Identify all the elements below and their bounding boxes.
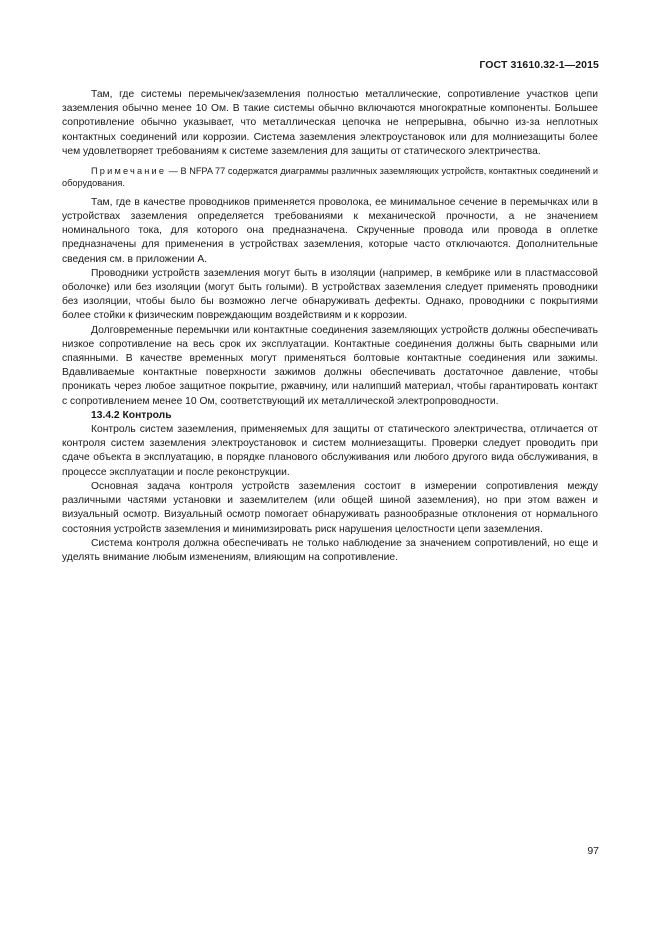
paragraph-wire-section: Там, где в качестве проводников применяется проволока, ее минимальное сечение в перемычках или в устройствах заземления определяется требованиями к механической прочности, а не значением номинального тока, для которого она предназначена. Скрученные провода или провода в оплетке предназначены для применения в устройствах заземления, которые часто отключаются. Дополнительные сведения см. в приложении А. — [62, 196, 598, 265]
paragraph-monitoring: Система контроля должна обеспечивать не только наблюдение за значением сопротивлений, но еще и уделять внимание любым изменениям, влияющим на сопротивление. — [62, 537, 598, 563]
note-label: Примечание — [91, 166, 167, 177]
section-heading: 13.4.2 Контроль — [91, 409, 172, 421]
document-body — [62, 88, 598, 565]
note — [62, 165, 598, 190]
document-standard-header: ГОСТ 31610.32-1—2015 — [479, 59, 599, 71]
note-text: — В NFPA 77 содержатся диаграммы различных заземляющих устройств, контактных соединений и оборудования. — [62, 166, 598, 189]
paragraph-conductor-insulation: Проводники устройств заземления могут быть в изоляции (например, в кембрике или в пластмассовой оболочке) или без изоляции (могут быть голыми). В устройствах заземления следует применять проводники без изоляции, чтобы было бы возможно легче обнаруживать дефекты. Однако, проводники с покрытиями более стойки к физическим повреждающим воздействиям и к коррозии. — [62, 267, 598, 322]
paragraph-inspection-task: Основная задача контроля устройств заземления состоит в измерении сопротивления между различными частями установки и заземлителем (или общей шиной заземления), но при этом важен и визуальный осмотр. Визуальный осмотр помогает обнаруживать разнообразные отклонения от нормального состояния устройств заземления и минимизировать риск нарушения целостности цепи заземления. — [62, 480, 598, 535]
page-number: 97 — [587, 845, 599, 857]
paragraph-permanent-bonds: Долговременные перемычки или контактные соединения заземляющих устройств должны обеспечивать низкое сопротивление на весь срок их эксплуатации. Контактные соединения должны быть сварными или спаянными. В качестве временных могут применяться болтовые контактные соединения или зажимы. Вдавливаемые контактные поверхности зажимов должны обеспечивать достаточное давление, чтобы проникать через любое защитное покрытие, ржавчину, или налипший материал, чтобы гарантировать контакт с сопротивлением менее 10 Ом, соответствующий их металлической электропроводности. — [62, 324, 598, 407]
paragraph-bonding-metallic: Там, где системы перемычек/заземления полностью металлические, сопротивление участков цепи заземления обычно менее 10 Ом. В такие системы обычно включаются многократные компоненты. Большее сопротивление обычно указывает, что металлическая цепочка не непрерывна, обычно из-за неплотных контактных соединений или коррозии. Система заземления электроустановок или для молниезащиты более чем удовлетворяет требованиям к системе заземления для защиты от статического электричества. — [62, 89, 598, 157]
paragraph-inspection: Контроль систем заземления, применяемых для защиты от статического электричества, отличается от контроля систем заземления электроустановок и систем молниезащиты. Проверки следует проводить при сдаче объекта в эксплуатацию, в порядке планового обслуживания или любого другого вида обслуживания, в процессе эксплуатации и после реконструкции. — [62, 424, 598, 478]
